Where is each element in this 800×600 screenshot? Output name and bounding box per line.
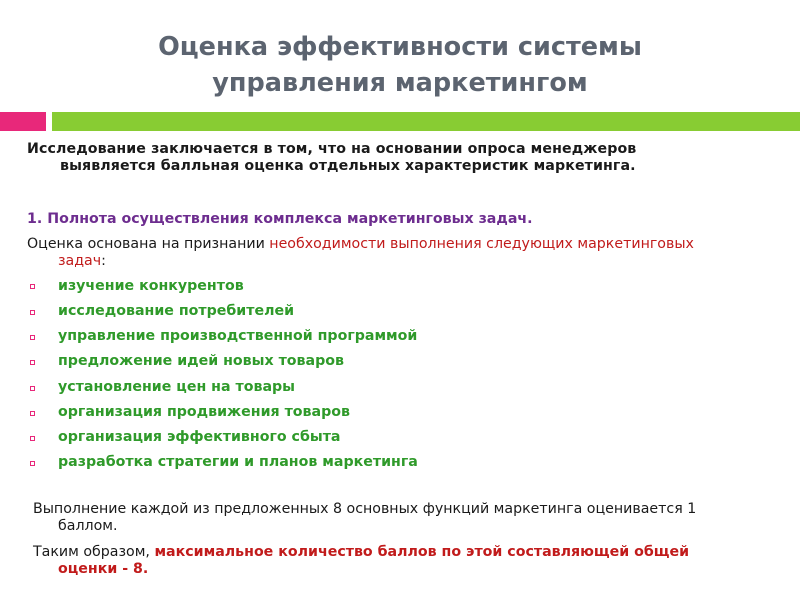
task-item: установление цен на товары (58, 379, 296, 395)
task-item: управление производственной программой (58, 328, 418, 344)
task-item: исследование потребителей (58, 303, 295, 319)
task-item: организация эффективного сбыта (58, 429, 341, 445)
section-heading: 1. Полнота осуществления комплекса маркетинговых задач. (27, 211, 533, 227)
score-note-line-2: баллом. (58, 518, 118, 534)
basis-prefix: Оценка основана на признании (27, 236, 270, 252)
square-bullet-icon (30, 461, 35, 466)
basis-suffix: : (101, 253, 106, 269)
square-bullet-icon (30, 386, 35, 391)
slide-title-line-1: Оценка эффективности системы (158, 32, 642, 62)
basis-line-2 (58, 252, 106, 270)
basis-line-1 (27, 235, 694, 253)
task-item: организация продвижения товаров (58, 404, 350, 420)
conclusion-prefix: Таким образом, (33, 544, 155, 560)
square-bullet-icon (30, 436, 35, 441)
score-note-line-1: Выполнение каждой из предложенных 8 основных функций маркетинга оценивается 1 (33, 501, 697, 517)
square-bullet-icon (30, 284, 35, 289)
conclusion-line-2: оценки - 8. (58, 561, 149, 577)
basis-highlight-cont: задач (58, 253, 102, 269)
intro-line-1: Исследование заключается в том, что на основании опроса менеджеров (27, 141, 637, 157)
slide-title-line-2: управления маркетингом (212, 68, 588, 98)
square-bullet-icon (30, 310, 35, 315)
square-bullet-icon (30, 335, 35, 340)
conclusion-line-1 (33, 543, 689, 561)
task-item: разработка стратегии и планов маркетинга (58, 454, 418, 470)
accent-bar-pink (0, 112, 46, 131)
task-item: изучение конкурентов (58, 278, 244, 294)
intro-line-2: выявляется балльная оценка отдельных характеристик маркетинга. (60, 158, 636, 174)
accent-bar-green (52, 112, 800, 131)
basis-highlight: необходимости выполнения следующих маркетинговых (269, 236, 694, 252)
square-bullet-icon (30, 360, 35, 365)
square-bullet-icon (30, 411, 35, 416)
conclusion-highlight: максимальное количество баллов по этой составляющей общей (154, 544, 690, 560)
task-item: предложение идей новых товаров (58, 353, 344, 369)
